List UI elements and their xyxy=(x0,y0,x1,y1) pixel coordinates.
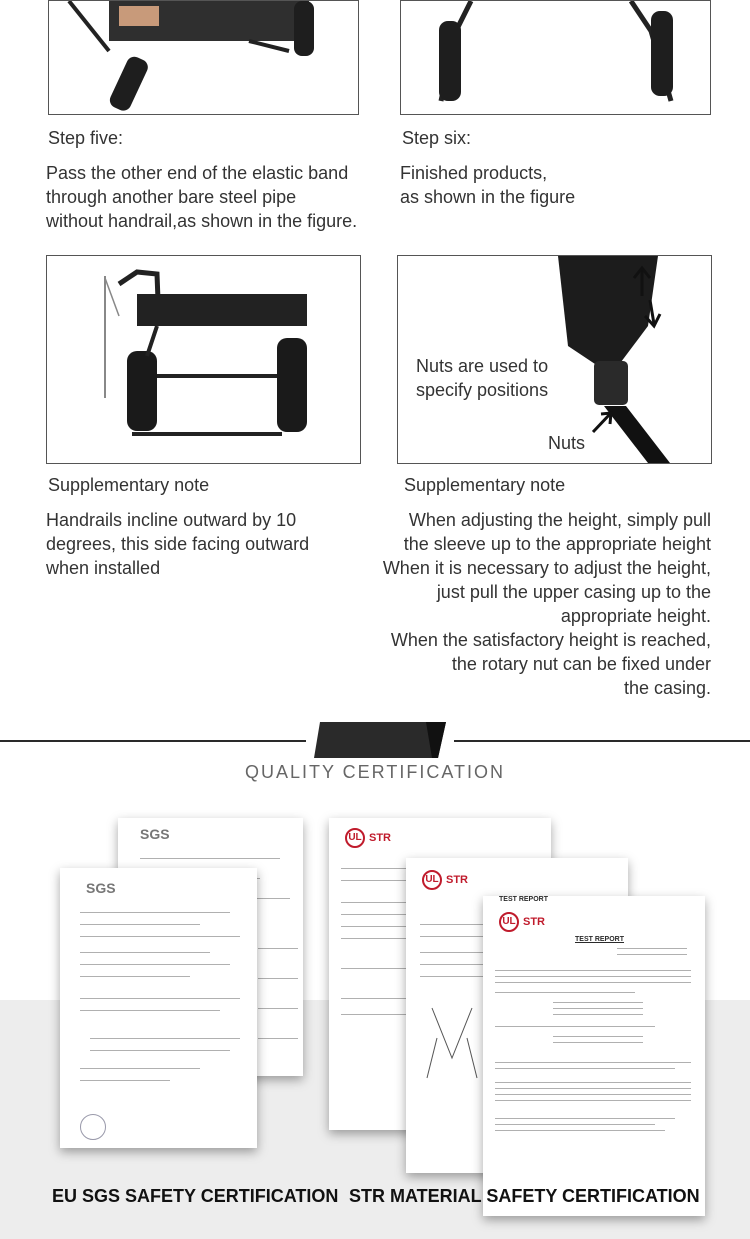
text-line: just pull the upper casing up to the xyxy=(436,582,711,602)
text-line: as shown in the figure xyxy=(400,187,576,207)
test-report-heading: TEST REPORT xyxy=(575,936,625,943)
step-six-label: Step six: xyxy=(402,128,472,148)
str-logo: STR xyxy=(523,916,545,928)
text-line: appropriate height. xyxy=(560,606,711,626)
step-five-label: Step five: xyxy=(48,128,124,148)
step-six-text xyxy=(400,161,720,209)
step-five-photo xyxy=(48,0,359,115)
step-five-text xyxy=(46,161,376,233)
chair-illustration-icon xyxy=(401,1,710,114)
text-line: specify positions xyxy=(416,380,549,400)
step-six-photo xyxy=(400,0,711,115)
str-certificate-front xyxy=(483,896,705,1216)
nut-detail-photo xyxy=(397,255,712,464)
text-line: degrees, this side facing outward xyxy=(46,534,310,554)
str-logo: STR xyxy=(446,874,468,886)
section-header-emblem xyxy=(314,722,446,758)
text-line: Handrails incline outward by 10 xyxy=(46,510,297,530)
sgs-logo: SGS xyxy=(140,826,170,842)
sgs-certificate-front xyxy=(60,868,257,1148)
nuts-annotation: Nuts xyxy=(548,433,586,453)
str-caption: STR MATERIAL SAFETY CERTIFICATION xyxy=(349,1186,700,1206)
text-line: When adjusting the height, simply pull xyxy=(408,510,711,530)
str-logo: STR xyxy=(369,832,391,844)
text-line: when installed xyxy=(46,558,161,578)
text-line: the casing. xyxy=(623,678,711,698)
text-line: the rotary nut can be fixed under xyxy=(451,654,711,674)
note-right-text xyxy=(370,508,711,700)
product-diagram-icon xyxy=(422,998,482,1088)
ul-logo: UL xyxy=(499,912,519,932)
note-left-label: Supplementary note xyxy=(48,475,210,495)
ul-logo: UL xyxy=(345,828,365,848)
handrail-photo xyxy=(46,255,361,464)
text-line: without handrail,as shown in the figure. xyxy=(46,211,358,231)
text-line: Pass the other end of the elastic band xyxy=(46,163,349,183)
test-report-label: TEST REPORT xyxy=(499,896,549,903)
note-right-label: Supplementary note xyxy=(404,475,566,495)
text-line: Finished products, xyxy=(400,163,548,183)
text-line: Nuts are used to xyxy=(416,356,549,376)
text-line: through another bare steel pipe xyxy=(46,187,297,207)
stamp-icon xyxy=(80,1114,106,1140)
sgs-caption: EU SGS SAFETY CERTIFICATION xyxy=(52,1186,339,1206)
text-line: When the satisfactory height is reached, xyxy=(390,630,711,650)
chair-with-handrail-icon xyxy=(47,256,360,463)
sgs-logo: SGS xyxy=(86,880,116,896)
section-divider-left xyxy=(0,740,306,742)
chair-illustration-icon xyxy=(49,1,358,114)
section-divider-right xyxy=(454,740,750,742)
nuts-position-annotation xyxy=(416,354,586,402)
text-line: the sleeve up to the appropriate height xyxy=(403,534,711,554)
ul-logo: UL xyxy=(422,870,442,890)
quality-certification-title: QUALITY CERTIFICATION xyxy=(244,762,506,782)
note-left-text xyxy=(46,508,366,580)
text-line: When it is necessary to adjust the height, xyxy=(382,558,711,578)
